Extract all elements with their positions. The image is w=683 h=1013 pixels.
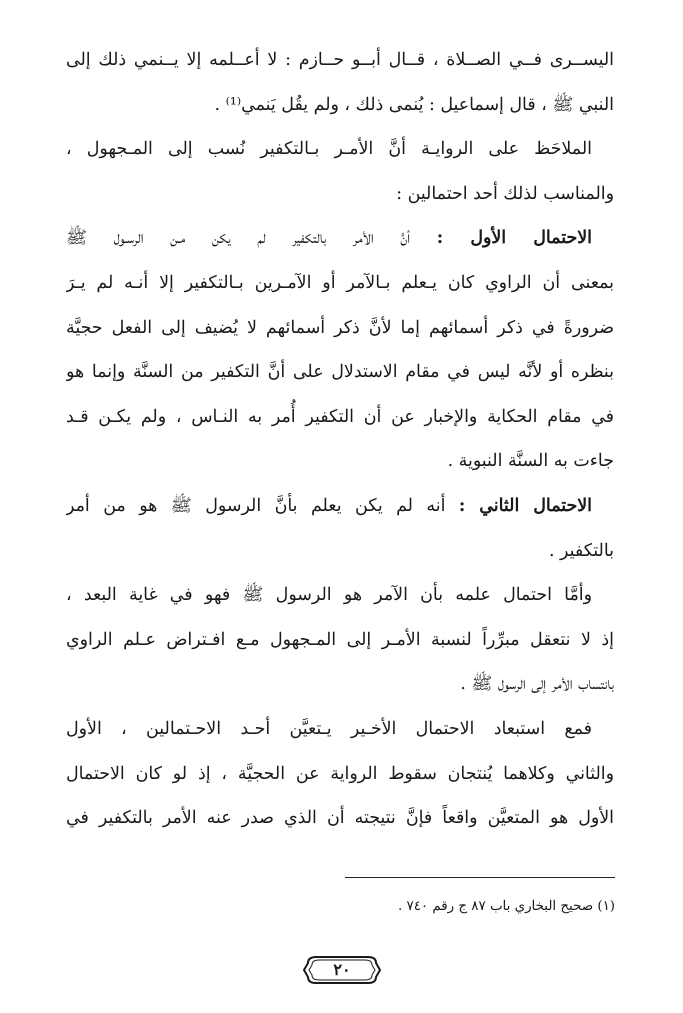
text-line	[66, 216, 614, 261]
body-text	[66, 38, 614, 841]
line-text: ضرورةً في ذكر أسمائهم إما لأنَّ ذكر أسمائهم لا يُضيف إلى الفعل حجيَّة	[66, 317, 614, 338]
line-text: والثاني وكلاهما يُنتجان سقوط الرواية عن الحجيَّة ، إذ لو كان الاحتمال	[66, 763, 614, 784]
line-text: أنَّ الأمر بالتكفير لم يكن مـن الرسـول ﷺ	[66, 228, 437, 249]
footnote: (١) صحيح البخاري باب ٨٧ ج رقم ٧٤٠ .	[398, 899, 615, 914]
line-text: بمعنى أن الراوي كان يـعلم بـالآمر أو الآمـرين بـالتكفير إلا أنـه لم يـرَ	[66, 272, 614, 293]
line-text: في مقام الحكاية والإخبار عن أن التكفير أُمر به النـاس ، ولم يكـن قـد	[66, 406, 614, 427]
text-line	[66, 127, 614, 172]
section-heading: الاحتمال الأول :	[436, 228, 592, 249]
line-text: الملاحَظ على الروايـة أنَّ الأمـر بـالتكفير نُسب إلى المـجهول ،	[66, 139, 592, 160]
text-line	[66, 350, 614, 395]
text-line	[66, 261, 614, 306]
line-text: اليســرى فــي الصــلاة ، قــال أبــو حــازم : لا أعــلمه إلا يــنمي ذلك إلى	[66, 50, 614, 70]
text-line	[66, 618, 614, 663]
page-number: ٢٠	[333, 960, 351, 979]
line-text: بالتكفير .	[549, 540, 614, 561]
text-line	[66, 484, 614, 529]
line-text: النبي ﷺ ، قال إسماعيل : يُنمى ذلك ، ولم يقُل يَنمي⁽¹⁾ .	[214, 94, 614, 115]
section-heading: الاحتمال الثاني :	[458, 495, 592, 516]
line-text: الأول هو المتعيَّن واقعاً فإنَّ نتيجته أن الذي صدر عنه الأمر بالتكفير في	[66, 808, 614, 829]
line-text: بنظره أو لأنَّه ليس في مقام الاستدلال على أنَّ التكفير من السنَّة وإنما هو	[66, 362, 614, 383]
line-text: بانتساب الأمر إلى الرسول ﷺ .	[460, 674, 614, 695]
text-line	[66, 573, 614, 618]
text-line	[66, 395, 614, 440]
footnote-divider	[345, 877, 615, 878]
text-line	[66, 752, 614, 797]
line-text: أنه لم يكن يعلم بأنَّ الرسول ﷺ هو من أمر	[66, 495, 459, 516]
text-line	[66, 83, 614, 128]
text-line	[66, 796, 614, 841]
line-text: وأمَّا احتمال علمه بأن الآمر هو الرسول ﷺ فهو في غاية البعد ،	[66, 585, 592, 606]
line-text: إذ لا نتعقل مبرِّراً لنسبة الأمـر إلى المـجهول مـع افـتراض عـلم الراوي	[66, 629, 614, 650]
text-line	[66, 662, 614, 707]
text-line	[66, 707, 614, 752]
text-line	[66, 529, 614, 574]
text-line	[66, 439, 614, 484]
text-line	[66, 38, 614, 83]
line-text: والمناسب لذلك أحد احتمالين :	[396, 183, 614, 204]
text-line	[66, 306, 614, 351]
line-text: فمع استبعاد الاحتمال الأخـير يـتعيَّن أحـد الاحـتمالين ، الأول	[66, 718, 592, 739]
line-text: جاءت به السنَّة النبوية .	[447, 451, 614, 472]
page-number-frame	[302, 954, 382, 986]
text-line	[66, 172, 614, 217]
